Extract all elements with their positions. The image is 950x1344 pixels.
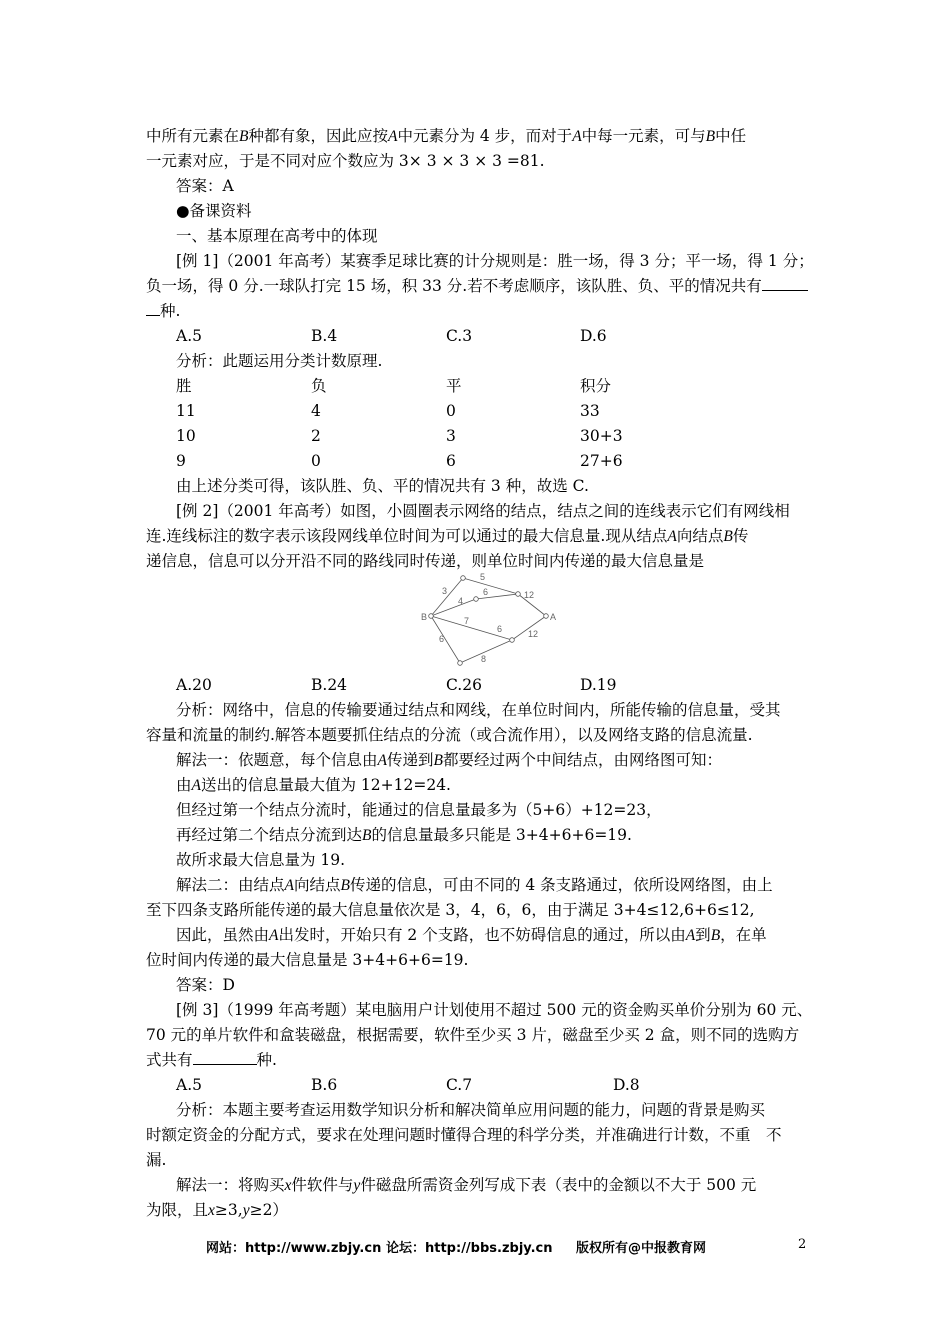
ex3-line-1: [例 3]（1999 年高考题）某电脑用户计划使用不超过 500 元的资金购买单价分别为 60 元、 [176,1001,813,1019]
ex3-analysis-line-1: 分析：本题主要考查运用数学知识分析和解决简单应用问题的能力，问题的背景是购买 [176,1101,766,1119]
table-cell: 9 [176,452,186,470]
table-cell: 30+3 [580,427,623,445]
ex1-line-1: [例 1]（2001 年高考）某赛季足球比赛的计分规则是：胜一场，得 3 分；平一场，得 1 分； [176,252,814,270]
edge-label: 6 [439,634,445,644]
network-node [474,597,479,602]
ex2-line-2: 连.连线标注的数字表示该段网线单位时间为可以通过的最大信息量.现从结点A向结点B传 [146,527,749,545]
ex3-analysis-line-3: 漏. [146,1151,167,1169]
ex2-analysis-line-1: 分析：网络中，信息的传输要通过结点和网线，在单位时间内，所能传输的信息量，受其 [176,701,781,719]
page-footer [0,1237,950,1259]
ex3-line-2: 70 元的单片软件和盒装磁盘，根据需要，软件至少买 3 片，磁盘至少买 2 盒，则不同的选购方 [146,1026,800,1044]
ex3-solution1-line-1: 解法一：将购买x件软件与y件磁盘所需资金列写成下表（表中的金额以不大于 500 元 [176,1176,757,1194]
ex2-solution2-line-4: 位时间内传递的最大信息量是 3+4+6+6=19. [146,951,469,969]
edge-label: 5 [480,572,486,582]
ex2-solution2-line-3: 因此，虽然由A出发时，开始只有 2 个支路，也不妨碍信息的通过，所以由A到B，在单 [176,926,767,944]
ex3-analysis-line-2: 时额定资金的分配方式，要求在处理问题时懂得合理的科学分类，并准确进行计数，不重 不 [146,1126,782,1144]
ex1-line-2: 负一场，得 0 分.一球队打完 15 场，积 33 分.若不考虑顺序，该队胜、负、平的情况共有 [146,274,810,299]
ex1-analysis: 分析：此题运用分类计数原理. [176,352,383,370]
ex2-option-a: A.20 [176,676,212,694]
ex3-option-a: A.5 [176,1076,202,1094]
ex2-solution1-line-3: 但经过第一个结点分流时，能通过的信息量最多为（5+6）+12=23， [176,801,662,819]
ex2-analysis-line-2: 容量和流量的制约.解答本题要抓住结点的分流（或合流作用），以及网络支路的信息流量. [146,726,753,744]
intro-line-1: 中所有元素在B种都有象，因此应按A中元素分为 4 步，而对于A中每一元素，可与B中任 [146,127,747,145]
page-number: 2 [798,1237,807,1252]
network-node [429,614,434,619]
table-cell: 2 [311,427,321,445]
ex1-option-b: B.4 [311,327,338,345]
edge-label: 3 [442,586,448,596]
network-diagram [420,568,560,668]
table-cell: 27+6 [580,452,623,470]
network-node [510,638,515,643]
edge-label: 4 [458,596,464,606]
intro-line-2: 一元素对应，于是不同对应个数应为 3× 3 × 3 × 3 =81. [146,152,545,170]
ex2-solution2-line-2: 至下四条支路所能传递的最大信息量依次是 3，4，6，6，由于满足 3+4≤12,6+6≤12, [146,901,755,919]
table-header-cell: 负 [311,377,327,395]
edge-label: 12 [524,590,535,600]
ex2-answer: 答案：D [176,976,235,994]
table-cell: 0 [446,402,456,420]
ex2-solution1-line-5: 故所求最大信息量为 19. [176,851,346,869]
footer-copyright: 版权所有@中报教育网 [576,1241,707,1256]
table-cell: 4 [311,402,321,420]
edge-label: 8 [481,654,487,664]
ex1-option-c: C.3 [446,327,473,345]
table-cell: 10 [176,427,196,445]
ex2-solution1-line-2: 由A送出的信息量最大值为 12+12=24. [176,776,451,794]
table-header-cell: 积分 [580,377,612,395]
ex1-line-3: 种. [146,299,810,324]
footer-website-link[interactable]: 网站：http://www.zbjy.cn [206,1241,382,1256]
table-cell: 6 [446,452,456,470]
edge-label: 6 [497,624,503,634]
ex2-line-1: [例 2]（2001 年高考）如图，小圆圈表示网络的结点，结点之间的连线表示它们有网线相 [176,502,790,520]
network-edge [463,578,518,594]
ex2-solution2-line-1: 解法二：由结点A向结点B传递的信息，可由不同的 4 条支路通过，依所设网络图，由上 [176,876,773,894]
edge-label: 7 [464,616,470,626]
ex3-option-c: C.7 [446,1076,473,1094]
ex3-solution1-line-2: 为限，且x≥3,y≥2） [146,1201,288,1219]
ex3-option-d: D.8 [613,1076,640,1094]
network-node [461,576,466,581]
ex2-solution1-line-1: 解法一：依题意，每个信息由A传递到B都要经过两个中间结点，由网络图可知： [176,751,722,769]
node-label-b: B [421,612,428,622]
intro-answer: 答案：A [176,177,234,195]
table-cell: 33 [580,402,600,420]
node-label-a: A [550,612,557,622]
ex2-option-b: B.24 [311,676,348,694]
table-header-cell: 胜 [176,377,192,395]
ex1-option-d: D.6 [580,327,607,345]
edge-label: 12 [528,629,539,639]
ex2-option-d: D.19 [580,676,617,694]
edge-label: 6 [483,587,489,597]
network-node [458,661,463,666]
ex1-option-a: A.5 [176,327,202,345]
network-node [516,592,521,597]
ex2-line-3: 递信息，信息可以分开沿不同的路线同时传递，则单位时间内传递的最大信息量是 [146,552,705,570]
ex3-line-3: 式共有 种. [146,1048,810,1073]
ex2-solution1-line-4: 再经过第二个结点分流到达B的信息量最多只能是 3+4+6+6=19. [176,826,632,844]
network-node [544,614,549,619]
table-cell: 3 [446,427,456,445]
table-cell: 11 [176,402,196,420]
footer-forum-link[interactable]: 论坛：http://bbs.zbjy.cn [386,1241,553,1256]
ex1-conclusion: 由上述分类可得，该队胜、负、平的情况共有 3 种，故选 C. [176,477,589,495]
section-subtitle: 一、基本原理在高考中的体现 [176,227,378,245]
ex3-option-b: B.6 [311,1076,338,1094]
ex2-option-c: C.26 [446,676,482,694]
table-cell: 0 [311,452,321,470]
table-header-cell: 平 [446,377,462,395]
section-title: ●备课资料 [176,202,252,220]
